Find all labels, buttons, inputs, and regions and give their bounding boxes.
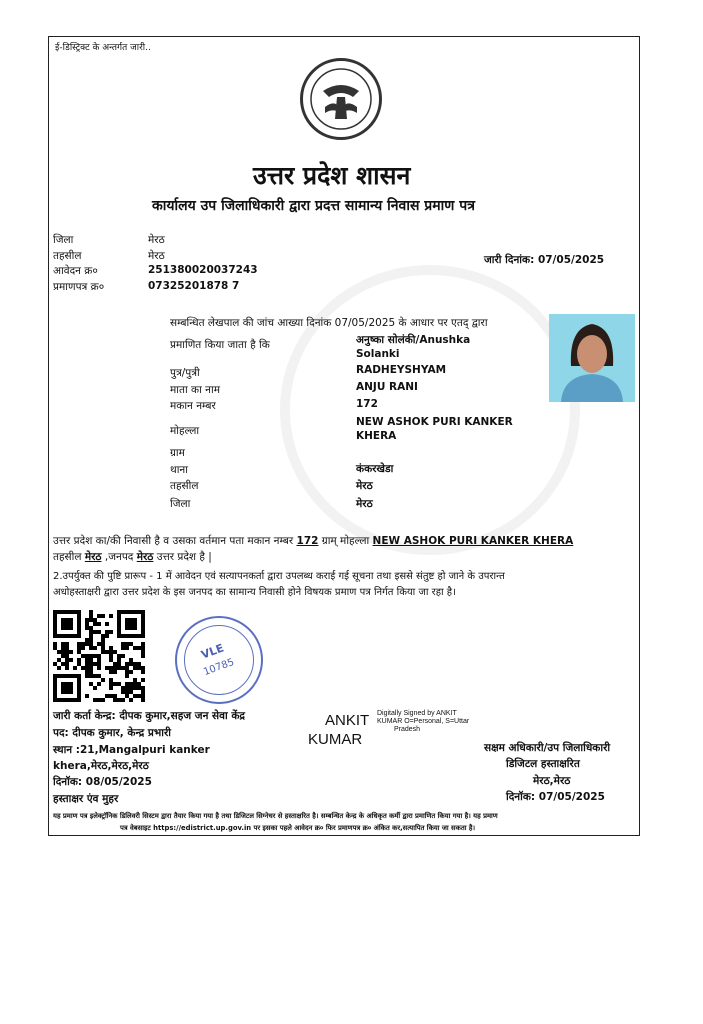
stamp-text: VLE: [199, 641, 226, 662]
relation-label: पुत्र/पुत्री: [170, 367, 200, 379]
footer-note: यह प्रमाण पत्र इलेक्ट्रॉनिक डिलिवरी सिस्टम द्वारा तैयार किया गया है तथा डिजिटल सिग्नेचर से हस्ताक्षरित है। सम्बन्धित केन्द्र के अधिकृत कर्मी द्वारा प्रमाणित किया गया है। यह प्रमाण: [53, 812, 498, 820]
portrait-graphic: [549, 314, 635, 402]
issuer-post: पद: दीपक कुमार, केन्द्र प्रभारी: [53, 727, 172, 739]
relation-value: RADHEYSHYAM: [356, 364, 447, 376]
signature-meta-cont: KUMAR O=Personal, S=Uttar: [377, 718, 470, 725]
issuer-center: जारी कर्ता केन्द्र: दीपक कुमार,सहज जन सेवा केंद्र: [53, 710, 246, 722]
certified-label: प्रमाणित किया जाता है कि: [170, 339, 270, 351]
body-district-value: मेरठ: [356, 498, 373, 510]
verification-paragraph-line2: अधोहस्ताक्षरी द्वारा उत्तर प्रदेश के इस जनपद का सामान्य निवासी होने विषयक प्रमाण पत्र निर्गत किया जा रहा है।: [53, 587, 456, 598]
issuer-place-cont: khera,मेरठ,मेरठ,मेरठ: [53, 760, 149, 772]
applicant-name-cont: Solanki: [356, 348, 400, 360]
officer-title: सक्षम अधिकारी/उप जिलाधिकारी: [484, 742, 611, 754]
page-title: उत्तर प्रदेश शासन: [253, 161, 411, 190]
applicant-photo: [549, 314, 635, 402]
issuer-sign-label: हस्ताक्षर एंव मुहर: [53, 793, 119, 805]
header-note: ई-डिस्ट्रिक्ट के अन्तर्गत जारी..: [55, 43, 151, 53]
officer-place: मेरठ,मेरठ: [533, 775, 571, 787]
para1-text-d: ,जनपद: [101, 551, 137, 563]
vle-stamp: [175, 616, 263, 704]
issue-date: जारी दिनांक: 07/05/2025: [484, 254, 605, 266]
issuer-place: स्थान :21,Mangalpuri kanker: [53, 744, 210, 756]
para1-text-b: ग्राम् मोहल्ला: [318, 535, 373, 547]
para1-text-c: तहसील: [53, 551, 85, 563]
emblem-graphic: [303, 61, 379, 137]
officer-signed: डिजिटल हस्ताक्षरित: [506, 758, 580, 770]
applicant-name: अनुष्का सोलंकी/Anushka: [356, 334, 471, 346]
stamp-number: 10785: [202, 656, 236, 679]
certificate-label: प्रमाणपत्र क्र०: [53, 281, 105, 293]
tehsil-value: मेरठ: [148, 250, 165, 262]
district-value: मेरठ: [148, 234, 165, 246]
tehsil-label: तहसील: [53, 250, 82, 262]
house-label: मकान नम्बर: [170, 400, 216, 412]
para1-house: 172: [296, 535, 319, 547]
certificate-number: 07325201878 7: [148, 280, 240, 292]
body-tehsil-label: तहसील: [170, 480, 199, 492]
para1-district: मेरठ: [136, 551, 154, 563]
body-district-label: जिला: [170, 498, 191, 510]
officer-date: दिनॉक: 07/05/2025: [506, 791, 605, 803]
mother-label: माता का नाम: [170, 384, 220, 396]
para1-tehsil: मेरठ: [84, 551, 102, 563]
village-label: ग्राम: [170, 447, 185, 459]
mother-value: ANJU RANI: [356, 381, 418, 393]
locality-value-cont: KHERA: [356, 430, 397, 442]
qr-code-graphic: [53, 610, 145, 702]
application-label: आवेदन क्र०: [53, 265, 98, 277]
state-emblem-icon: [300, 58, 382, 140]
verification-paragraph-line1: 2.उपर्युक्त की पुष्टि प्रारूप - 1 में आवेदन एवं सत्यापनकर्ता द्वारा उपलब्ध कराई गई सूचना तथा इससे संतुष्ट हो जाने के उपरान्त: [53, 571, 505, 582]
stamp-inner-ring: [184, 625, 254, 695]
signature-name: ANKIT: [325, 712, 370, 729]
qr-code: [53, 610, 145, 702]
signature-meta: Digitally Signed by ANKIT: [377, 710, 457, 717]
intro-text: सम्बन्धित लेखपाल की जांच आख्या दिनांक 07/05/2025 के आधार पर एतद् द्वारा: [170, 317, 488, 329]
issuer-date: दिनॉक: 08/05/2025: [53, 776, 152, 788]
locality-value: NEW ASHOK PURI KANKER: [356, 416, 513, 428]
application-number: 251380020037243: [148, 264, 258, 276]
footer-note-cont: पत्र वेबसाइट https://edistrict.up.gov.in पर इसका पहले आवेदन क्र० फिर प्रमाणपत्र क्र० अंकित कर,सत्यापित किया जा सकता है।: [120, 824, 476, 832]
body-tehsil-value: मेरठ: [356, 480, 373, 492]
page-subtitle: कार्यालय उप जिलाधिकारी द्वारा प्रदत्त सामान्य निवास प्रमाण पत्र: [152, 198, 475, 214]
watermark-seal: [280, 265, 580, 555]
signature-meta-state: Pradesh: [394, 726, 421, 733]
residence-paragraph-line1: [53, 534, 573, 548]
station-value: कंकरखेडा: [356, 463, 394, 475]
para1-locality: NEW ASHOK PURI KANKER KHERA: [372, 535, 574, 547]
district-label: जिला: [53, 234, 74, 246]
house-value: 172: [356, 398, 378, 410]
para1-text-e: उत्तर प्रदेश है |: [153, 551, 212, 563]
para1-text-a: उत्तर प्रदेश का/की निवासी है व उसका वर्तमान पता मकान नम्बर: [53, 535, 297, 547]
signature-name-cont: KUMAR: [308, 731, 363, 748]
residence-paragraph-line2: [53, 550, 212, 564]
locality-label: मोहल्ला: [170, 425, 200, 437]
station-label: थाना: [170, 464, 188, 476]
